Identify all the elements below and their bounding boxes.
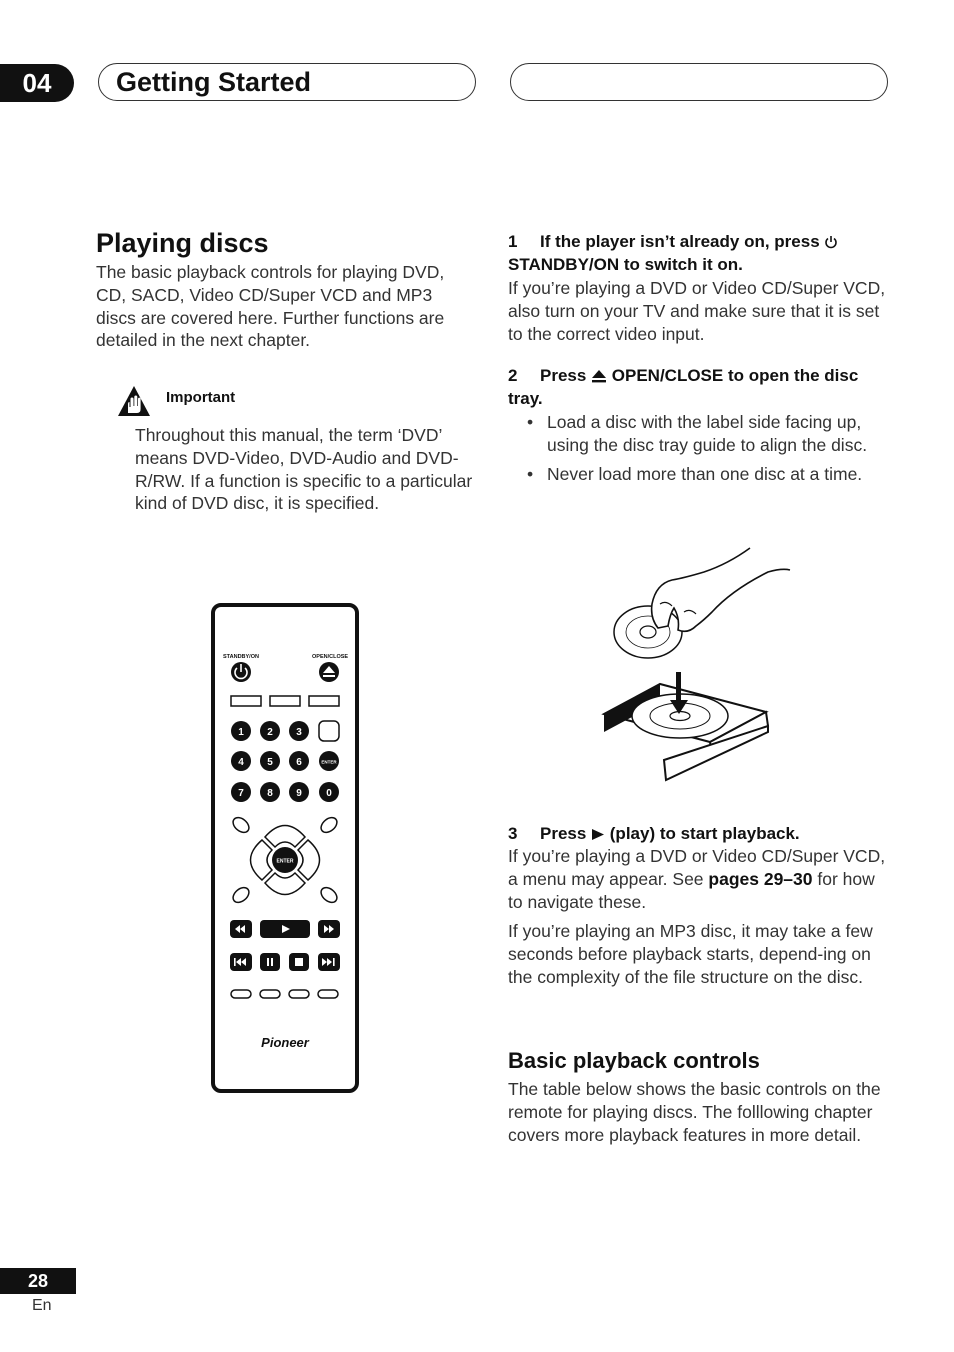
step-2-bullet-list (527, 411, 889, 491)
step-1-text: If you’re playing a DVD or Video CD/Super VCD, also turn on your TV and make sure that it is set to the correct video input. (508, 278, 886, 344)
step-3-text-a (508, 845, 888, 913)
important-label: Important (166, 389, 236, 406)
section-title: Playing discs (96, 228, 269, 258)
step-3-heading-text-b: (play) to start playback. (605, 824, 800, 843)
step-2-heading-text-a: Press (540, 366, 592, 385)
section-intro: The basic playback controls for playing DVD, CD, SACD, Video CD/Super VCD and MP3 discs are covered here. Further functions are detailed in the next chapter. (96, 262, 445, 351)
step-2-number: 2 (508, 366, 518, 385)
svg-text:6: 6 (296, 757, 302, 768)
step-3-text-a-before: If you’re playing a DVD or Video CD/Super VCD, a menu may appear. See (508, 846, 886, 889)
page-number: 28 (27, 1270, 49, 1291)
step-3-heading (508, 822, 888, 845)
list-item (527, 411, 889, 457)
svg-text:5: 5 (267, 757, 273, 768)
chapter-number: 04 (22, 67, 52, 98)
basic-controls-text: The table below shows the basic controls on the remote for playing discs. The folllowing chapter covers more playback features in more detail. (508, 1079, 881, 1145)
remote-brand-logo: Pioneer (261, 1035, 309, 1050)
step-2-heading-text-b: OPEN/CLOSE to open the disc tray. (508, 366, 859, 408)
bullet-text: Load a disc with the label side facing up, using the disc tray guide to align the disc. (547, 412, 868, 455)
play-icon (591, 828, 605, 841)
power-icon (824, 235, 838, 249)
bullet-dot: • (527, 463, 534, 484)
chapter-number-tab (0, 64, 74, 102)
svg-text:3: 3 (296, 727, 302, 738)
svg-text:8: 8 (267, 788, 273, 799)
step-2-heading (508, 364, 888, 410)
svg-text:4: 4 (238, 757, 244, 768)
svg-text:2: 2 (267, 727, 273, 738)
page-number-tab (0, 1268, 76, 1294)
svg-text:ENTER: ENTER (276, 858, 294, 865)
bullet-dot: • (527, 412, 534, 432)
svg-text:7: 7 (238, 788, 244, 799)
header-empty-frame (510, 63, 888, 101)
remote-control-illustration (210, 602, 360, 1094)
eject-icon (591, 369, 607, 383)
step-1-number: 1 (508, 232, 518, 251)
important-warning-icon (117, 385, 151, 417)
chapter-title: Getting Started (116, 67, 312, 97)
svg-text:9: 9 (296, 788, 302, 799)
step-3-text-a-after: for how to navigate these. (508, 868, 875, 912)
step-1-heading-text-b: STANDBY/ON to switch it on. (508, 255, 743, 274)
step-3-heading-text-a: Press (540, 824, 592, 843)
step-3-text-b: If you’re playing an MP3 disc, it may take a few seconds before playback starts, depend-ing on the complexity of the file structure on the disc. (508, 921, 873, 987)
step-1-heading (508, 230, 888, 276)
remote-standby-label: STANDBY/ON (223, 654, 259, 660)
bullet-text: Never load more than one disc at a time. (547, 463, 863, 484)
svg-text:0: 0 (326, 788, 332, 799)
list-item (527, 463, 889, 486)
remote-open-close-label: OPEN/CLOSE (312, 654, 349, 660)
step-3-number: 3 (508, 824, 518, 843)
step-1-heading-text-a: If the player isn’t already on, press (540, 232, 825, 251)
important-text: Throughout this manual, the term ‘DVD’ means DVD-Video, DVD-Audio and DVD-R/RW. If a function is specific to a particular kind of DVD disc, it is specified. (135, 425, 473, 514)
disc-tray-illustration (600, 544, 792, 784)
svg-text:ENTER: ENTER (321, 759, 337, 765)
page-reference: pages 29–30 (708, 868, 813, 889)
basic-controls-title: Basic playback controls (508, 1048, 760, 1073)
language-code: En (32, 1297, 52, 1314)
svg-text:1: 1 (238, 727, 244, 738)
